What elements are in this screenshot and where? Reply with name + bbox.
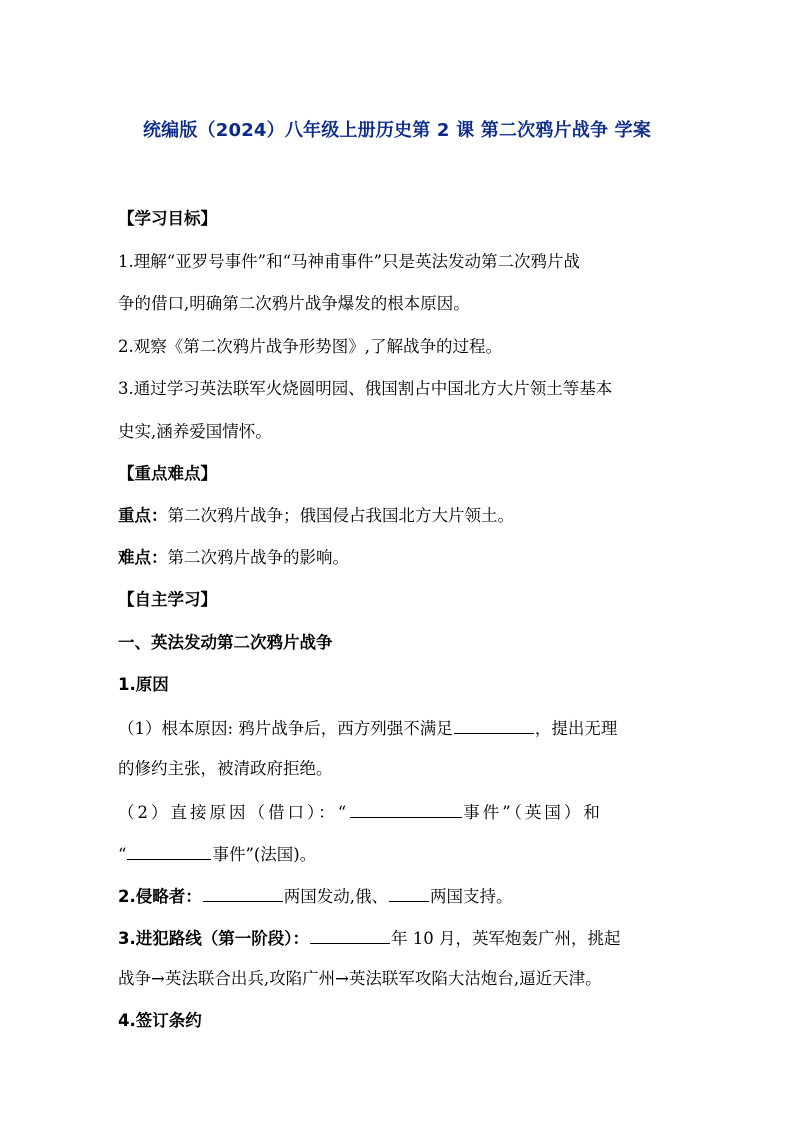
- objective-1-line-1: 1.理解“亚罗号事件”和“马神甫事件”只是英法发动第二次鸦片战: [118, 252, 580, 271]
- cause-2-blank-2[interactable]: [127, 842, 211, 860]
- key-point-text: 第二次鸦片战争；俄国侵占我国北方大片领土。: [167, 506, 514, 525]
- cause-2-line-1: [118, 800, 678, 824]
- route-label: 3.进犯路线（第一阶段）：: [118, 929, 309, 948]
- cause-1-line-2: 的修约主张，被清政府拒绝。: [118, 759, 333, 778]
- key-points-header: 【重点难点】: [118, 464, 217, 483]
- cause-2-blank-1[interactable]: [350, 800, 462, 818]
- aggressor-blank-1[interactable]: [203, 884, 283, 902]
- objective-3-line-1: 3.通过学习英法联军火烧圆明园、俄国割占中国北方大片领土等基本: [118, 379, 613, 398]
- cause-title: 1.原因: [118, 675, 169, 694]
- cause-1-blank[interactable]: [454, 716, 534, 734]
- cause-2b-prefix: “: [118, 845, 127, 864]
- cause-2-line-2: [118, 842, 678, 866]
- difficult-point-line: [118, 547, 678, 569]
- objective-2: 2.观察《第二次鸦片战争形势图》,了解战争的过程。: [118, 337, 502, 356]
- cause-2-middle: 事件”（英国）和: [463, 803, 603, 822]
- cause-1-suffix: ，提出无理: [534, 719, 618, 738]
- key-point-line: [118, 505, 678, 527]
- route-suffix: 年 10 月，英军炮轰广州，挑起: [391, 929, 621, 948]
- route-line-2: 战争→英法联合出兵,攻陷广州→英法联军攻陷大沽炮台,逼近天津。: [118, 969, 602, 988]
- aggressor-label: 2.侵略者：: [118, 887, 202, 906]
- difficult-point-text: 第二次鸦片战争的影响。: [167, 548, 349, 567]
- route-line-1: [118, 926, 678, 950]
- difficult-point-label: 难点：: [118, 548, 168, 567]
- aggressor-suffix: 两国支持。: [430, 887, 513, 906]
- cause-1-line-1: [118, 716, 678, 740]
- cause-2b-suffix: 事件”(法国)。: [212, 845, 317, 864]
- aggressor-middle: 两国发动,俄、: [283, 887, 388, 906]
- route-blank[interactable]: [310, 926, 390, 944]
- aggressor-line: [118, 884, 678, 908]
- cause-2-prefix: （2）直接原因（借口）：“: [118, 803, 350, 822]
- document-title: 统编版（2024）八年级上册历史第 2 课 第二次鸦片战争 学案: [142, 120, 652, 141]
- objectives-header: 【学习目标】: [118, 209, 217, 228]
- key-point-label: 重点：: [118, 506, 168, 525]
- treaty-title: 4.签订条约: [118, 1011, 202, 1030]
- cause-1-prefix: （1）根本原因: 鸦片战争后，西方列强不满足: [118, 719, 453, 738]
- objective-1-line-2: 争的借口,明确第二次鸦片战争爆发的根本原因。: [118, 294, 470, 313]
- part-1-title: 一、英法发动第二次鸦片战争: [118, 633, 333, 652]
- objective-3-line-2: 史实,涵养爱国情怀。: [118, 422, 272, 441]
- self-study-header: 【自主学习】: [118, 590, 217, 609]
- aggressor-blank-2[interactable]: [389, 884, 429, 902]
